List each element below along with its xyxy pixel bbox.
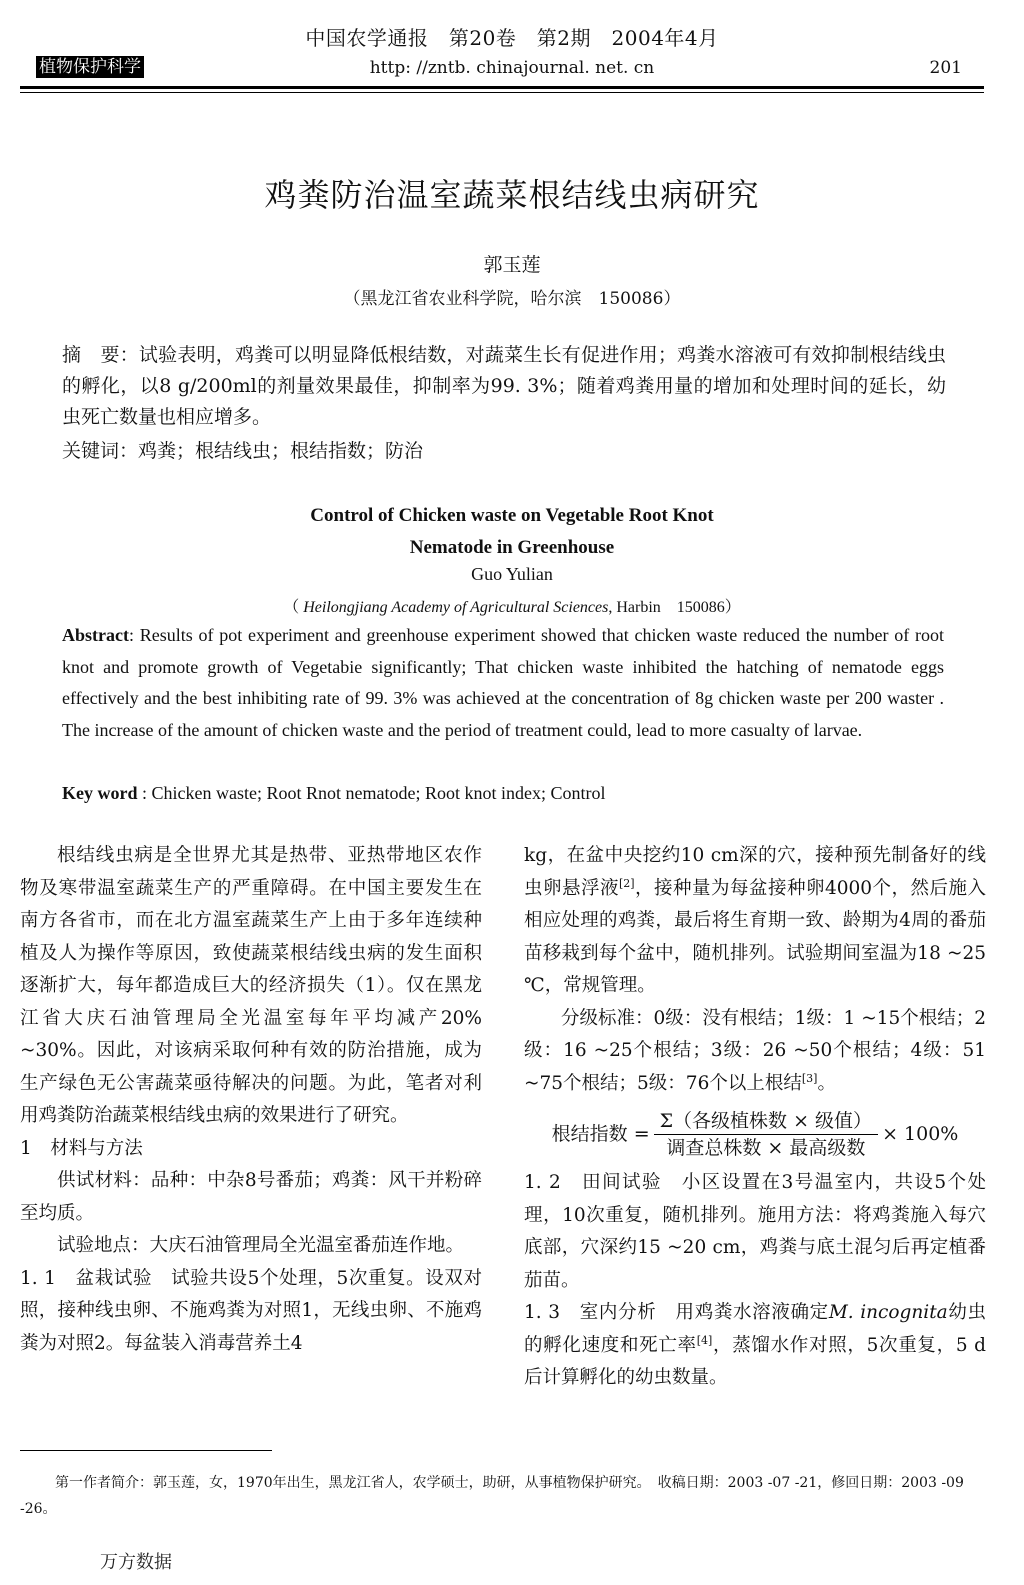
body-paragraph: 1. 2 田间试验 小区设置在3号温室内，共设5个处理，10次重复，随机排列。施用方法：将鸡粪施入每穴底部，穴深约15 ~20 cm，鸡粪与底土混匀后再定植番茄苗。	[524, 1172, 986, 1291]
watermark: 万方数据	[100, 1552, 172, 1573]
affiliation-en-institution: Heilongjiang Academy of Agricultural Sciences	[303, 599, 609, 616]
keywords-en	[62, 778, 944, 809]
abstract-en-label: Abstract	[62, 625, 129, 645]
root-knot-index-formula	[524, 1108, 986, 1161]
body-paragraph: 1. 1 盆栽试验 试验共设5个处理，5次重复。设双对照，接种线虫卵、不施鸡粪为对照1，无线虫卵、不施鸡粪为对照2。每盆装入消毒营养土4	[20, 1267, 482, 1354]
formula-denominator: 调查总株数 × 最高级数	[666, 1137, 866, 1159]
body-text: 幼虫的孵化速度和死亡率	[524, 1302, 986, 1356]
abstract-cn-label: 摘 要：	[62, 344, 139, 366]
abstract-en-text: : Results of pot experiment and greenhouse experiment showed that chicken waste reduced the number of root knot and promote growth of Vegetabie significantly; That chicken waste inhibited the hatching of nematode eggs effectively and the best inhibiting rate of 99. 3% was achieved at the concentration of 8g chicken waste per 200 waster . The increase of the amount of chicken waste and the period of treatment could, lead to more casualty of larvae.	[62, 625, 944, 740]
citation-ref: [2]	[618, 876, 635, 890]
footnote-rule	[20, 1450, 272, 1451]
abstract-cn	[62, 340, 946, 433]
body-text: 1. 3 室内分析 用鸡粪水溶液确定	[524, 1302, 829, 1323]
body-column-right	[524, 840, 986, 1395]
citation-ref: [4]	[696, 1333, 713, 1347]
formula-lhs: 根结指数 =	[551, 1123, 650, 1146]
formula-numerator: Σ（各级植株数 × 级值）	[654, 1108, 878, 1135]
body-paragraph	[524, 1003, 986, 1101]
abstract-en	[62, 620, 944, 746]
body-text: ，蒸馏水作对照，5次重复，5 d后计算孵化的幼虫数量。	[524, 1334, 986, 1388]
body-paragraph: 根结线虫病是全世界尤其是热带、亚热带地区农作物及寒带温室蔬菜生产的严重障碍。在中国主要发生在南方各省市，而在北方温室蔬菜生产上由于多年连续种植及人为操作等原因，致使蔬菜根结线虫病的发生面积逐渐扩大，每年都造成巨大的经济损失（1）。仅在黑龙江省大庆石油管理局全光温室每年平均减产20% ~30%。因此，对该病采取何种有效的防治措施，成为生产绿色无公害蔬菜亟待解决的问题。为此，笔者对利用鸡粪防治蔬菜根结线虫病的效果进行了研究。	[20, 845, 482, 1126]
body-paragraph: 试验地点：大庆石油管理局全光温室番茄连作地。	[57, 1235, 465, 1256]
paper-title-cn: 鸡粪防治温室蔬菜根结线虫病研究	[264, 176, 760, 214]
abstract-cn-text: 试验表明，鸡粪可以明显降低根结数，对蔬菜生长有促进作用；鸡粪水溶液可有效抑制根结线虫的孵化，以8 g/200ml的剂量效果最佳，抑制率为99. 3%；随着鸡粪用量的增加和处理时间的延长，幼虫死亡数量也相应增多。	[62, 344, 946, 428]
journal-info: 中国农学通报 第20卷 第2期 2004年4月	[305, 26, 719, 50]
paper-title-en-line2: Nematode in Greenhouse	[409, 537, 615, 558]
footnote: 第一作者简介：郭玉莲，女，1970年出生，黑龙江省人，农学硕士，助研，从事植物保护研究。 收稿日期：2003 -07 -21，修回日期：2003 -09 -26。	[20, 1475, 964, 1517]
header-rule-thin	[20, 92, 984, 93]
paper-title-en-line1: Control of Chicken waste on Vegetable Root Knot	[310, 505, 714, 526]
affiliation-cn: （黑龙江省农业科学院，哈尔滨 150086）	[343, 289, 681, 309]
keywords-en-label: Key word	[62, 783, 138, 803]
paper-title-en	[0, 500, 1024, 564]
body-text: kg，在盆中央挖约10 cm深的穴，接种预先制备好的线虫卵悬浮液	[524, 845, 986, 899]
affiliation-en-open: （	[283, 599, 304, 616]
body-paragraph: 供试材料：品种：中杂8号番茄；鸡粪：风干并粉碎至均质。	[20, 1170, 482, 1224]
formula-rhs: × 100%	[882, 1123, 959, 1146]
body-paragraph	[524, 840, 986, 1003]
species-name: M. incognita	[828, 1302, 948, 1323]
keywords-cn	[62, 436, 946, 467]
section-tag: 植物保护科学	[36, 56, 144, 78]
body-paragraph	[524, 1297, 986, 1395]
body-text: ，接种量为每盆接种卵4000个，然后施入相应处理的鸡粪，最后将生育期一致、龄期为4周的番茄苗移栽到每个盆中，随机排列。试验期间室温为18 ~25 ℃，常规管理。	[524, 877, 986, 996]
affiliation-en-rest: , Harbin 150086）	[608, 599, 741, 616]
journal-url: http: //zntb. chinajournal. net. cn	[369, 58, 655, 78]
author-cn: 郭玉莲	[483, 254, 541, 276]
page-number: 201	[929, 58, 962, 78]
affiliation-en	[0, 594, 1024, 617]
header-rule	[20, 86, 984, 89]
keywords-en-text: : Chicken waste; Root Rnot nematode; Root knot index; Control	[137, 783, 606, 803]
keywords-cn-label: 关键词：	[62, 440, 139, 462]
body-text: 。	[817, 1072, 836, 1094]
keywords-cn-text: 鸡粪；根结线虫；根结指数；防治	[138, 440, 424, 462]
section-heading: 1 材料与方法	[20, 1137, 143, 1159]
citation-ref: [3]	[801, 1071, 818, 1085]
body-column-left	[20, 840, 482, 1360]
author-en: Guo Yulian	[471, 564, 553, 584]
body-text: 分级标准：0级：没有根结；1级：1 ~15个根结；2级：16 ~25个根结；3级：26 ~50个根结；4级：51 ~75个根结；5级：76个以上根结	[524, 1007, 987, 1094]
formula-fraction	[654, 1108, 878, 1161]
